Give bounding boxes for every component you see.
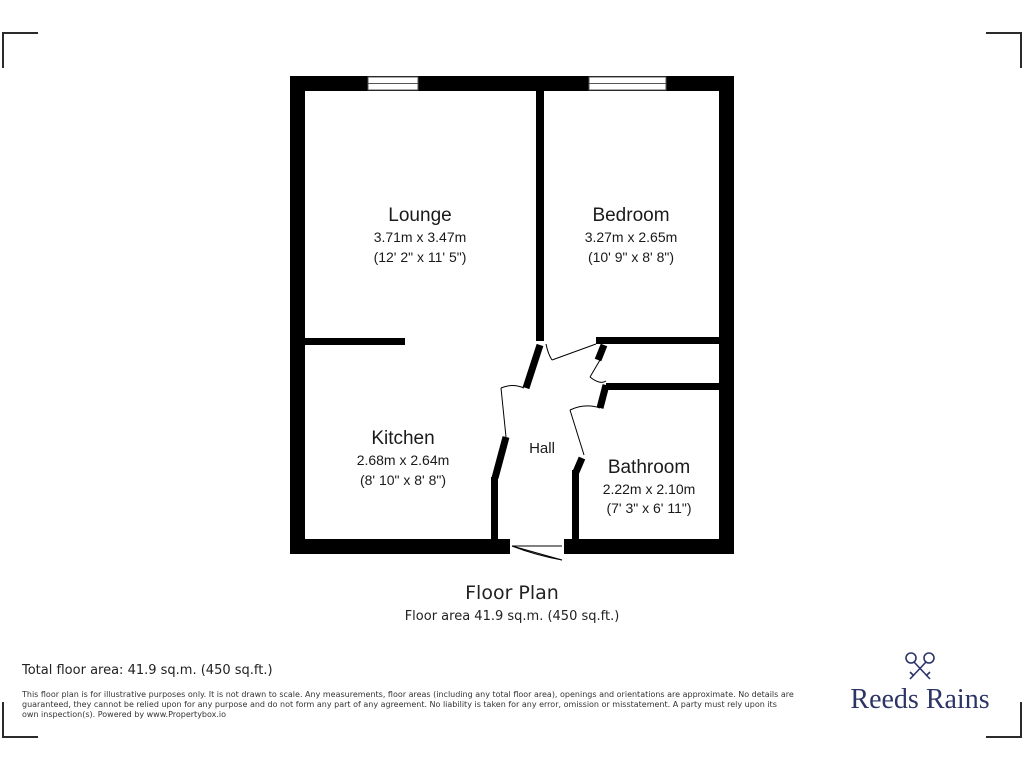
wall-bottom-left xyxy=(290,539,510,554)
wall-lounge-bedroom xyxy=(536,91,544,341)
wall-top xyxy=(290,76,734,91)
wall-kitchen-hall-lower xyxy=(491,477,498,539)
disclaimer-text: This floor plan is for illustrative purposes only. It is not drawn to scale. Any measurements, floor areas (including any total floor area), openings and orientations are approximate. No details are guaranteed, they cannot be relied upon for any purpose and do not form any part of any agreement. No liability is taken for any error, omission or misstatement. A party must rely upon its own inspection(s). Powered by www.Propertybox.io xyxy=(22,690,794,719)
door-lounge-leaf xyxy=(552,344,596,360)
door-lounge-arc xyxy=(546,344,552,360)
bathroom-imperial: (7' 3" x 6' 11") xyxy=(606,500,692,516)
door-cupboard-arc xyxy=(590,377,606,382)
door-kitchen-leaf xyxy=(501,388,506,437)
lounge-imperial: (12' 2" x 11' 5") xyxy=(373,249,467,265)
lounge-name: Lounge xyxy=(388,205,452,226)
wall-lounge-kitchen xyxy=(305,338,405,345)
bedroom-imperial: (10' 9" x 8' 8") xyxy=(587,249,675,265)
plan-title: Floor Plan xyxy=(465,582,559,604)
plan-floor-area: Floor area 41.9 sq.m. (450 sq.ft.) xyxy=(404,609,620,624)
bedroom-name: Bedroom xyxy=(592,205,670,226)
wall-hall-diagonal-lower xyxy=(495,437,506,478)
bathroom-name: Bathroom xyxy=(607,457,691,478)
wall-cupboard-bottom xyxy=(606,383,719,390)
crossed-keys-icon xyxy=(900,650,940,682)
angled-walls xyxy=(495,345,606,478)
wall-hall-diagonal-upper xyxy=(526,345,540,388)
wall-bedroom-bottom xyxy=(596,337,719,344)
total-floor-area: Total floor area: 41.9 sq.m. (450 sq.ft.) xyxy=(22,663,273,678)
wall-bathroom-hall-lower xyxy=(572,470,579,539)
door-bathroom-arc xyxy=(570,406,600,410)
hall-name: Hall xyxy=(529,440,555,457)
bedroom-metric: 3.27m x 2.65m xyxy=(584,229,678,245)
wall-bathroom-diagonal-lower xyxy=(576,458,582,472)
brand-block xyxy=(820,650,1020,716)
wall-left xyxy=(290,76,305,554)
brand-name: Reeds Rains xyxy=(850,684,990,715)
wall-bottom-right xyxy=(564,539,734,554)
door-cupboard-leaf xyxy=(590,360,600,377)
door-bathroom-leaf xyxy=(570,410,584,455)
room-labels xyxy=(357,205,696,516)
door-kitchen-arc xyxy=(501,386,524,389)
kitchen-metric: 2.68m x 2.64m xyxy=(356,452,450,468)
wall-cupboard-diagonal xyxy=(598,345,604,360)
bathroom-metric: 2.22m x 2.10m xyxy=(602,481,696,497)
wall-bathroom-diagonal-upper xyxy=(600,385,606,408)
wall-right xyxy=(719,76,734,554)
lounge-metric: 3.71m x 3.47m xyxy=(373,229,467,245)
door-entrance-leaf xyxy=(512,546,562,560)
kitchen-imperial: (8' 10" x 8' 8") xyxy=(359,472,447,488)
kitchen-name: Kitchen xyxy=(371,428,435,449)
